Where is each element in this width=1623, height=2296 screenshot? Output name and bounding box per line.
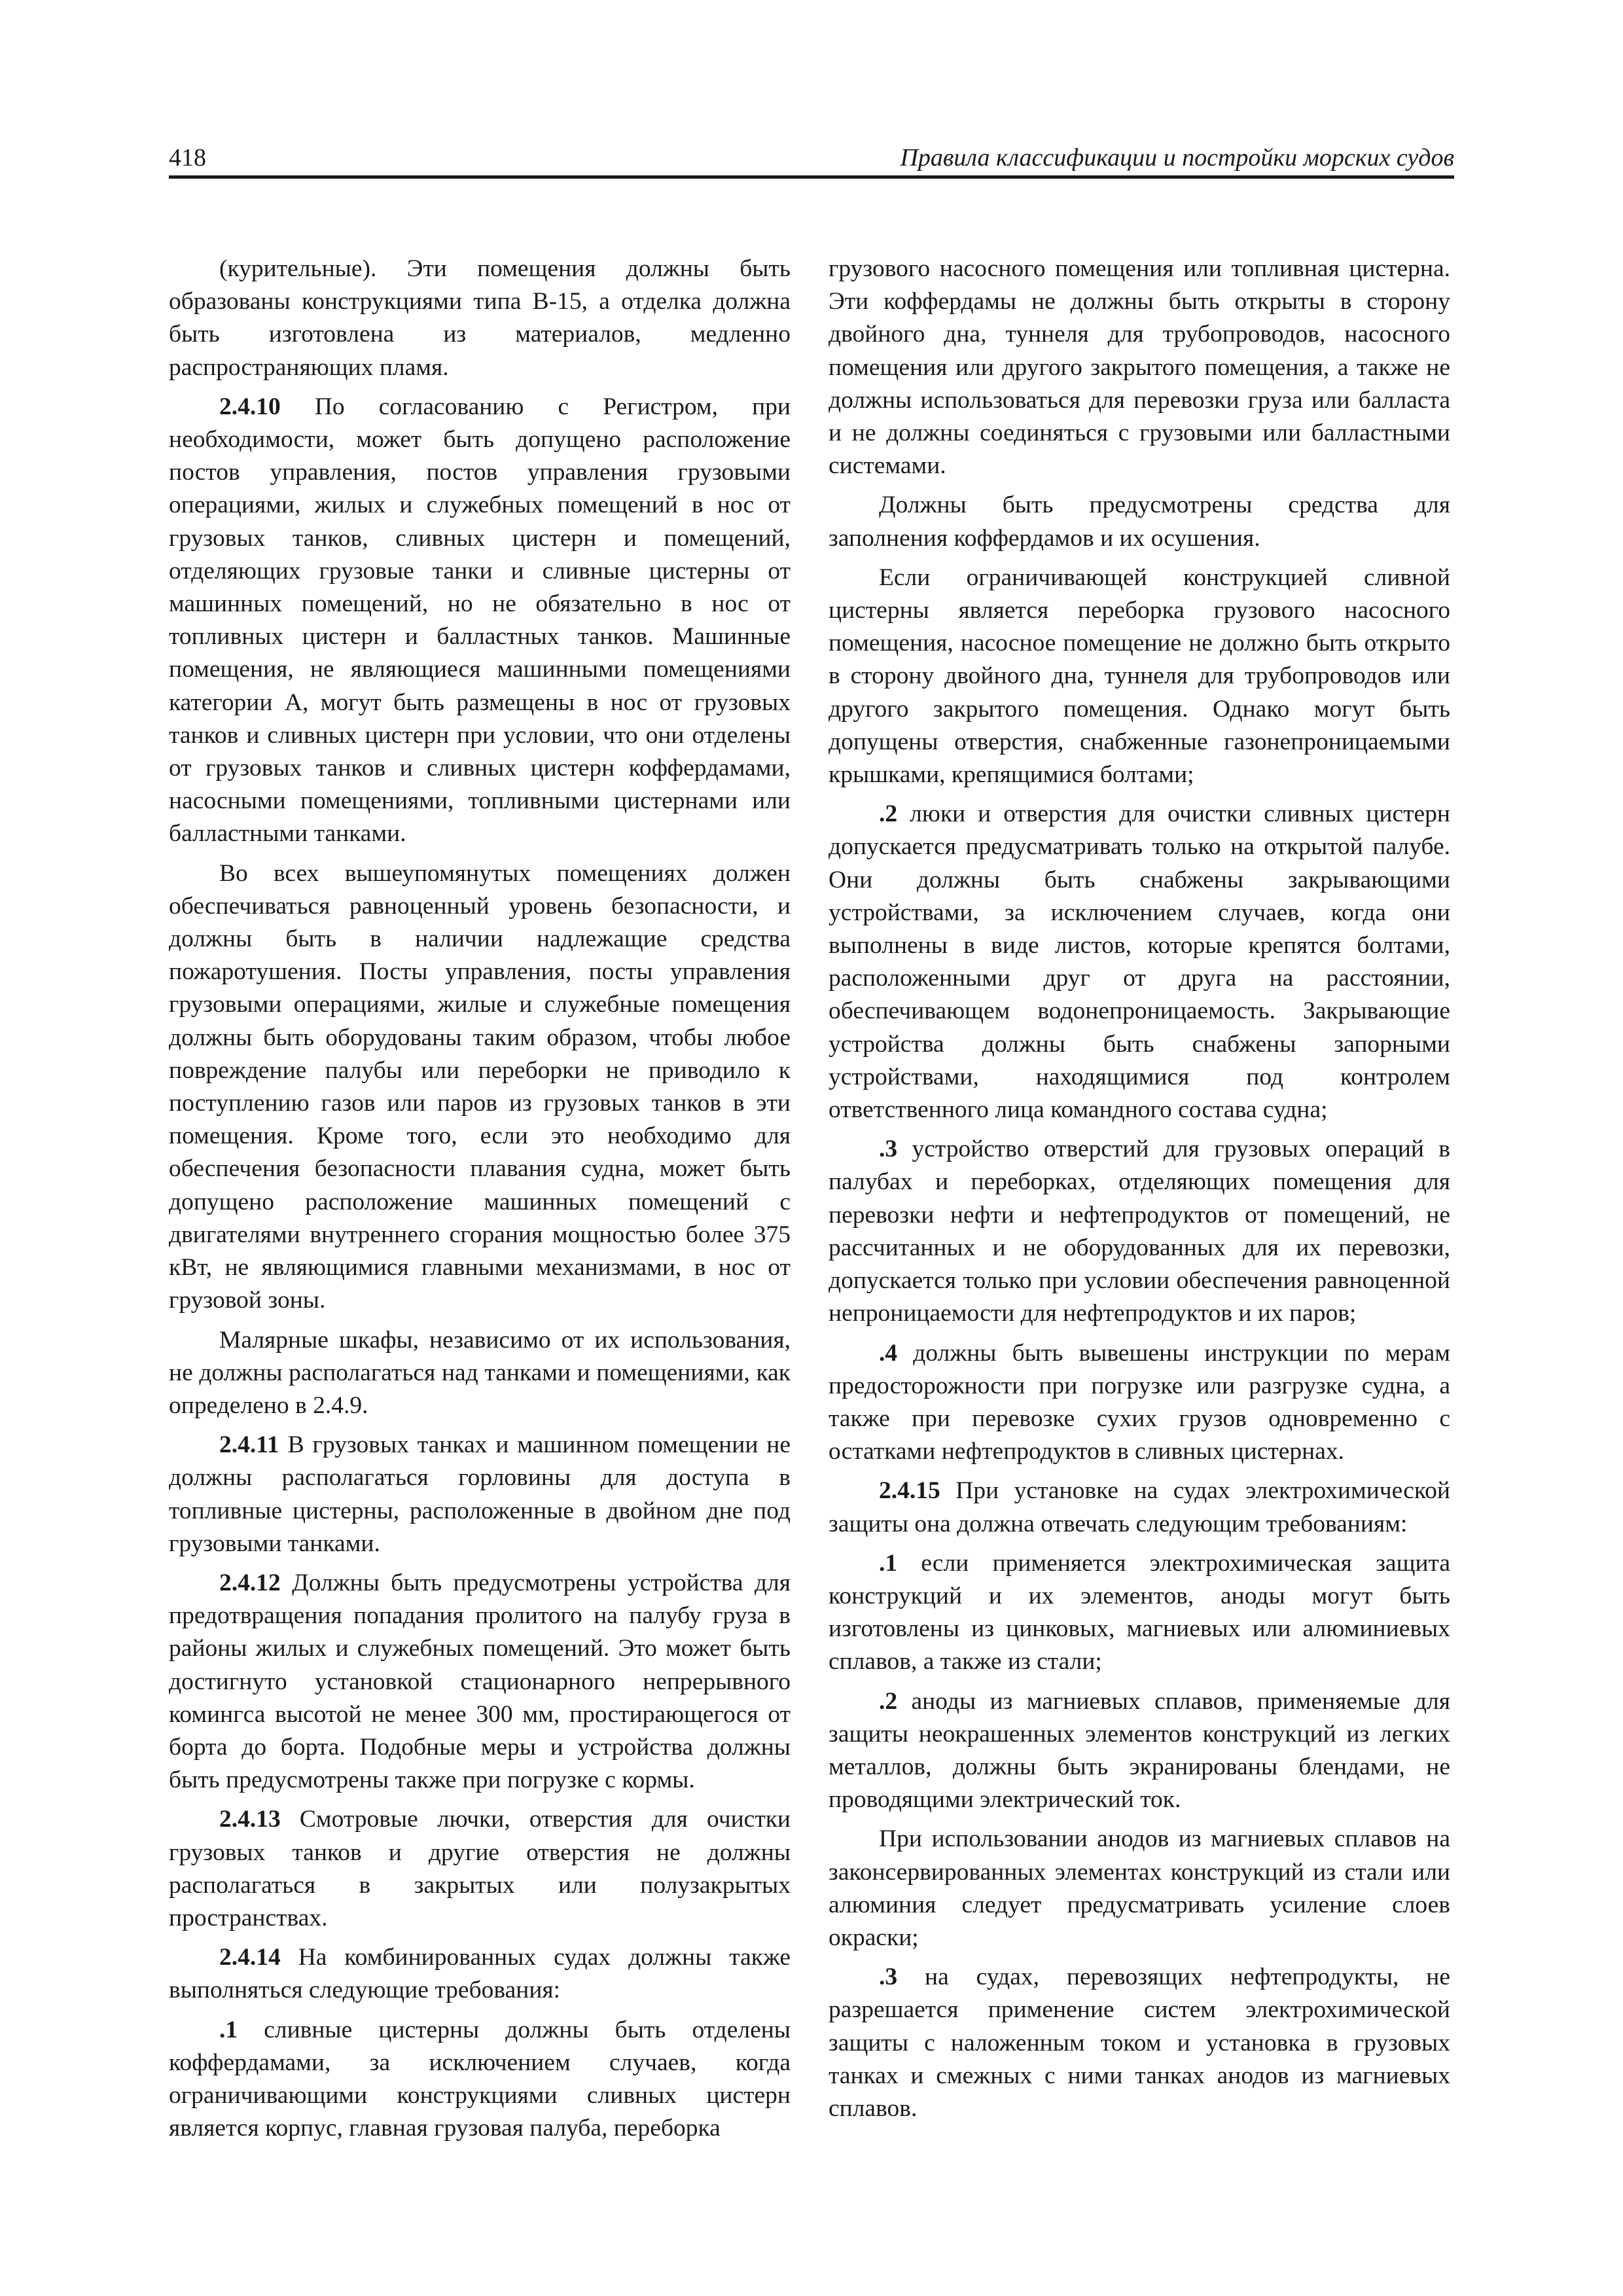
paragraph (829, 489, 1450, 554)
paragraph-ref: 2.4.15 (879, 1477, 940, 1505)
paragraph-ref: .3 (879, 1964, 898, 1991)
paragraph-text: Если ограничивающей конструкцией сливной цистерны является переборка грузового насосного помещения, насосное помещение не должно быть открыто в сторону двойного дна, туннеля для трубопроводов или другого закрытого помещения. Однако могут быть допущены отверстия, снабженные газонепроницаемыми крышками, крепящимися болтами; (829, 564, 1450, 789)
paragraph-ref: .2 (879, 1687, 898, 1715)
paragraph-text: Должны быть предусмотрены средства для заполнения коффердамов и их осушения. (829, 492, 1450, 552)
paragraph (169, 391, 791, 851)
paragraph (829, 1823, 1450, 1954)
paragraph (829, 1475, 1450, 1540)
paragraph-ref: .3 (879, 1136, 898, 1163)
paragraph-text: Малярные шкафы, независимо от их использования, не должны располагаться над танками и помещениями, как определено в 2.4.9. (169, 1326, 791, 1419)
page-header (169, 140, 1454, 179)
paragraph-text: При установке на судах электрохимической защиты она должна отвечать следующим требованиям: (829, 1477, 1450, 1537)
paragraph (169, 857, 791, 1318)
paragraph (829, 1961, 1450, 2125)
paragraph-ref: 2.4.12 (219, 1569, 281, 1596)
paragraph (829, 253, 1450, 482)
paragraph-text: должны быть вывешены инструкции по мерам предосторожности при погрузке или разгрузке судна, а также при перевозке сухих грузов одновременно с остатками нефтепродуктов в сливных цистернах. (829, 1339, 1450, 1465)
paragraph (829, 798, 1450, 1126)
paragraph-text: (курительные). Эти помещения должны быть образованы конструкциями типа В-15, а отделка должна быть изготовлена из материалов, медленно распространяющих пламя. (169, 255, 791, 381)
paragraph-text: На комбинированных судах должны также выполняться следующие требования: (169, 1944, 791, 2004)
right-column (829, 253, 1450, 2132)
paragraph-text: При использовании анодов из магниевых сплавов на законсервированных элементах конструкций из стали или алюминия следует предусматривать усиление слоев окраски; (829, 1825, 1450, 1951)
paragraph-text: на судах, перевозящих нефтепродукты, не разрешается применение систем электрохимической защиты с наложенным током и установка в грузовых танках и смежных с ними танках анодов из магниевых сплавов. (829, 1964, 1450, 2122)
paragraph-text: люки и отверстия для очистки сливных цистерн допускается предусматривать только на открытой палубе. Они должны быть снабжены закрывающими устройствами, за исключением случаев, когда они выполнены в виде листов, которые крепятся болтами, расположенными друг от друга на расстоянии, обеспечивающем водонепроницаемость. Закрывающие устройства должны быть снабжены запорными устройствами, находящимися под контролем ответственного лица командного состава судна; (829, 800, 1450, 1124)
paragraph-text: По согласованию с Регистром, при необходимости, может быть допущено расположение постов управления, постов управления грузовыми операциями, жилых и служебных помещений в нос от грузовых танков, сливных цистерн и помещений, отделяющих грузовые танки и сливные цистерны от машинных помещений, но не обязательно в нос от топливных цистерн и балластных танков. Машинные помещения, не являющиеся машинными помещениями категории А, могут быть размещены в нос от грузовых танков и сливных цистерн при условии, что они отделены от грузовых танков и сливных цистерн коффердамами, насосными помещениями, топливными цистернами или балластными танками. (169, 393, 791, 848)
paragraph (169, 1567, 791, 1797)
running-title: Правила классификации и постройки морских судов (900, 144, 1454, 171)
paragraph (169, 2014, 791, 2145)
paragraph-text: аноды из магниевых сплавов, применяемые для защиты неокрашенных элементов конструкций из легких металлов, должны быть экранированы блендами, не проводящими электрический ток. (829, 1687, 1450, 1814)
paragraph-ref: .4 (879, 1339, 898, 1367)
paragraph-text: Смотровые лючки, отверстия для очистки грузовых танков и другие отверстия не должны располагаться в закрытых или полузакрытых пространствах. (169, 1806, 791, 1931)
paragraph-text: Должны быть предусмотрены устройства для предотвращения попадания пролитого на палубу груза в районы жилых и служебных помещений. Это может быть достигнуто установкой стационарного непрерывного комингса высотой не менее 300 мм, простирающегося от борта до борта. Подобные меры и устройства должны быть предусмотрены также при погрузке с кормы. (169, 1569, 791, 1794)
paragraph-text: устройство отверстий для грузовых операций в палубах и переборках, отделяющих помещения для перевозки нефти и нефтепродуктов от помещений, не рассчитанных и не оборудованных для их перевозки, допускается только при условии обеспечения равноценной непроницаемости для нефтепродуктов и их паров; (829, 1136, 1450, 1327)
paragraph-ref: 2.4.10 (219, 393, 281, 420)
paragraph-text: В грузовых танках и машинном помещении не должны располагаться горловины для доступа в топливные цистерны, расположенные в двойном дне под грузовыми танками. (169, 1431, 791, 1557)
paragraph-text: Во всех вышеупомянутых помещениях должен обеспечиваться равноценный уровень безопасности, и должны быть в наличии надлежащие средства пожаротушения. Посты управления, посты управления грузовыми операциями, жилые и служебные помещения должны быть оборудованы таким образом, чтобы любое повреждение палубы или переборки не приводило к поступлению газов или паров из грузовых танков в эти помещения. Кроме того, если это необходимо для обеспечения безопасности плавания судна, может быть допущено расположение машинных помещений с двигателями внутреннего сгорания мощностью более 375 кВт, не являющимися главными механизмами, в нос от грузовой зоны. (169, 859, 791, 1314)
paragraph (829, 1133, 1450, 1330)
header-rule (169, 175, 1454, 179)
paragraph-ref: 2.4.14 (219, 1944, 281, 1971)
paragraph-ref: .2 (879, 800, 898, 828)
paragraph-ref: .1 (879, 1549, 898, 1577)
paragraph (169, 1941, 791, 2007)
paragraph (169, 253, 791, 384)
paragraph (829, 562, 1450, 791)
paragraph-text: если применяется электрохимическая защита конструкций и их элементов, аноды могут быть изготовлены из цинковых, магниевых или алюминиевых сплавов, а также из стали; (829, 1549, 1451, 1676)
paragraph (829, 1337, 1450, 1469)
paragraph (169, 1429, 791, 1560)
paragraph (169, 1803, 791, 1935)
paragraph-ref: 2.4.11 (219, 1431, 279, 1459)
paragraph (169, 1324, 791, 1423)
paragraph-text: сливные цистерны должны быть отделены коффердамами, за исключением случаев, когда ограничивающими конструкциями сливных цистерн является корпус, главная грузовая палуба, переборка (169, 2016, 791, 2142)
paragraph-ref: .1 (219, 2016, 238, 2043)
paragraph (829, 1685, 1450, 1817)
paragraph-ref: 2.4.13 (219, 1806, 281, 1833)
page-number: 418 (169, 144, 206, 171)
paragraph-text: грузового насосного помещения или топливная цистерна. Эти коффердамы не должны быть открыты в сторону двойного дна, туннеля для трубопроводов, насосного помещения или другого закрытого помещения, а также не должны использоваться для перевозки груза или балласта и не должны соединяться с грузовыми или балластными системами. (829, 255, 1450, 480)
paragraph (829, 1547, 1450, 1679)
left-column (169, 253, 791, 2151)
